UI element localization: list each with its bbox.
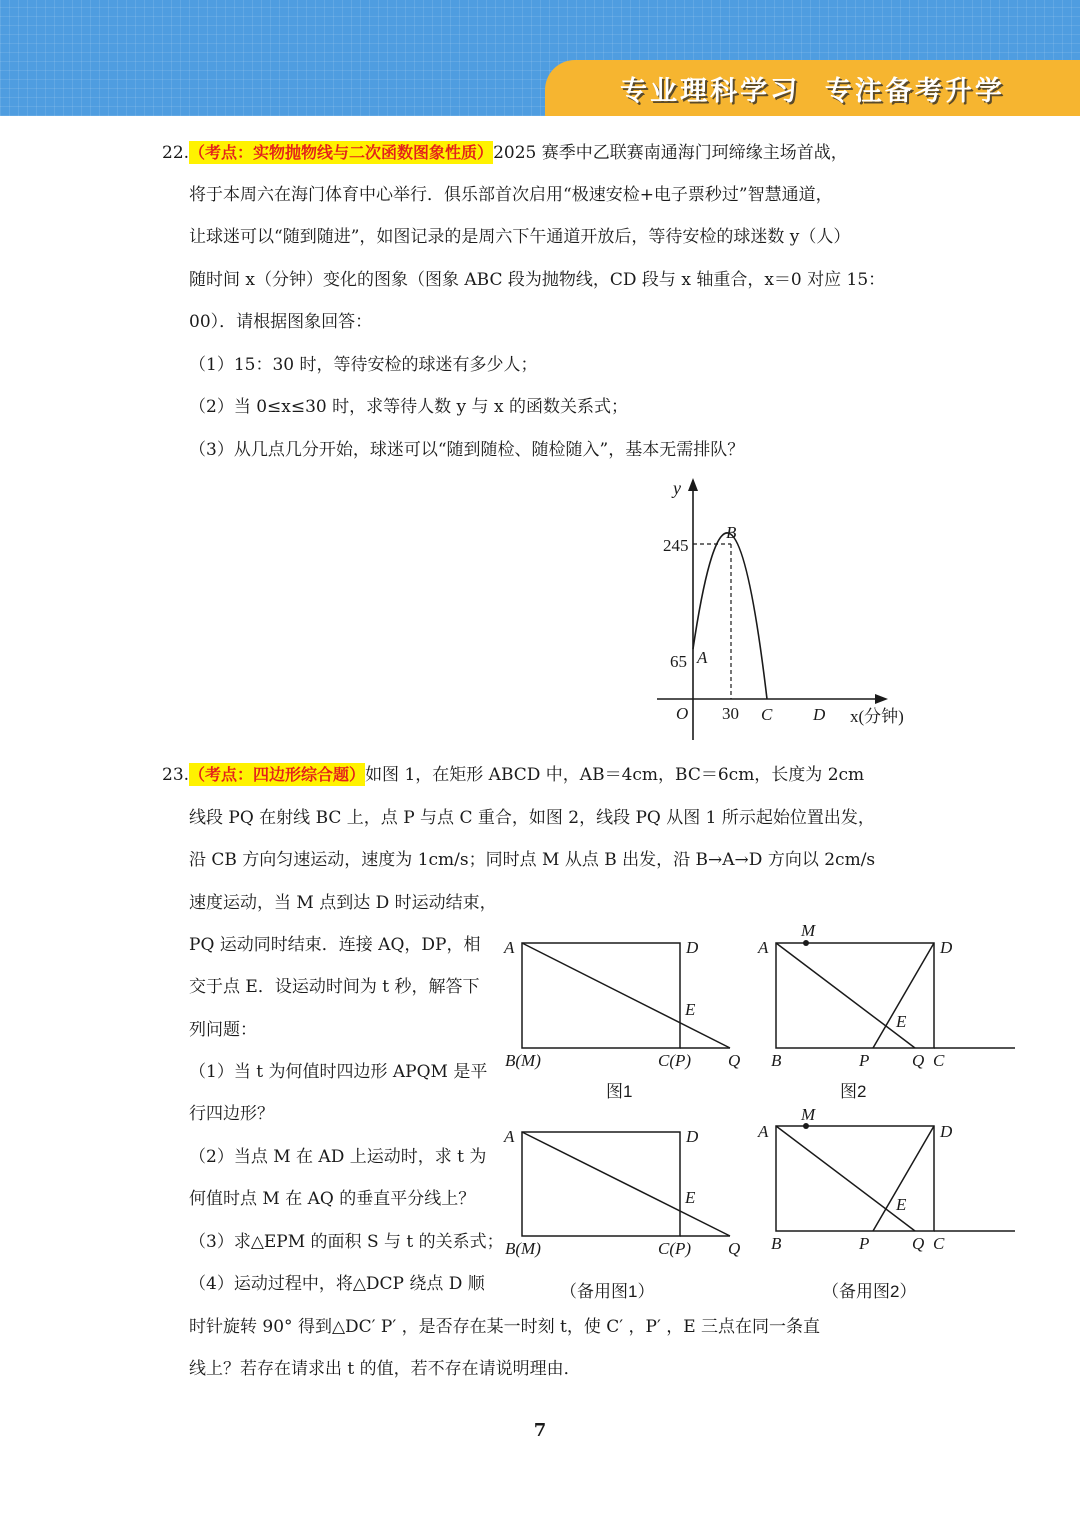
- x-axis-arrow: [875, 694, 888, 704]
- x-axis-label: x(分钟): [850, 707, 904, 726]
- fig2-label-p: P: [859, 1051, 870, 1070]
- fig2-rectangle: [776, 943, 934, 1048]
- q22-text-line: 00）．请根据图象回答：: [189, 312, 373, 332]
- fig2-label-m: M: [801, 921, 816, 940]
- origin-label: O: [676, 704, 689, 723]
- y-axis-arrow: [688, 478, 698, 491]
- fig4-label-e: E: [896, 1195, 907, 1214]
- fig1-caption: 图1: [606, 1082, 633, 1101]
- fig4-label-d: D: [940, 1122, 953, 1141]
- fig3-label-cp: C(P): [658, 1239, 692, 1258]
- fig4-line-dp: [873, 1126, 934, 1231]
- point-label-a: A: [697, 648, 708, 667]
- y-axis-label: y: [673, 478, 681, 498]
- q22-subquestion-3: （3）从几点几分开始，球迷可以“随到随检、随检随入”，基本无需排队？: [189, 440, 745, 460]
- q23-subquestion-4: （4）运动过程中，将△DCP 绕点 D 顺: [189, 1274, 485, 1294]
- fig3-label-a: A: [504, 1127, 515, 1146]
- fig1-label-a: A: [504, 938, 515, 957]
- fig1-label-e: E: [685, 1000, 696, 1019]
- parabola-abc: [693, 533, 767, 699]
- q23-subquestion-1-cont: 行四边形？: [189, 1104, 274, 1124]
- q23-subquestion-3: （3）求△EPM 的面积 S 与 t 的关系式；: [189, 1232, 504, 1252]
- q22-subquestion-1: （1）15：30 时，等待安检的球迷有多少人；: [189, 355, 538, 375]
- q22-number: 22.: [162, 143, 190, 163]
- figure-backup-2: [757, 1105, 1015, 1301]
- q23-text-line: 交于点 E．设运动时间为 t 秒，解答下: [189, 977, 480, 997]
- fig4-caption: （备用图2）: [822, 1282, 917, 1301]
- q22-topic-tag: （考点：实物抛物线与二次函数图象性质）: [189, 143, 494, 162]
- fig3-label-e: E: [685, 1188, 696, 1207]
- fig1-label-bm: B(M): [505, 1051, 541, 1070]
- q23-subquestion-4-cont: 时针旋转 90° 得到△DC′ P′ ，是否存在某一时刻 t，使 C′ ，P′ ，E 三点在同一条直: [189, 1317, 821, 1337]
- fig3-caption: （备用图1）: [560, 1282, 655, 1301]
- fig3-label-bm: B(M): [505, 1239, 541, 1258]
- fig1-label-d: D: [686, 938, 699, 957]
- q23-text-line: 列问题：: [189, 1020, 257, 1040]
- figure-2: [757, 921, 1015, 1101]
- tick-label-65: 65: [670, 652, 687, 671]
- point-label-d: D: [813, 705, 826, 724]
- q23-text-line: 沿 CB 方向匀速运动，速度为 1cm/s；同时点 M 从点 B 出发，沿 B→A→D 方向以 2cm/s: [189, 850, 876, 870]
- fig4-label-c: C: [933, 1234, 945, 1253]
- fig4-label-m: M: [801, 1105, 816, 1124]
- q23-topic-tag: （考点：四边形综合题）: [189, 765, 366, 784]
- fig2-line-dp: [873, 943, 934, 1048]
- fig4-label-q: Q: [912, 1234, 925, 1253]
- fig4-rectangle: [776, 1126, 934, 1231]
- q23-text-line: 线段 PQ 在射线 BC 上，点 P 与点 C 重合，如图 2，线段 PQ 从图 1 所示起始位置出发，: [189, 808, 875, 828]
- fig2-label-a: A: [758, 938, 769, 957]
- fig1-label-q: Q: [728, 1051, 741, 1070]
- fig3-label-d: D: [686, 1127, 699, 1146]
- fig2-label-e: E: [896, 1012, 907, 1031]
- fig3-rectangle: [522, 1132, 680, 1236]
- q23-line-1: [162, 763, 864, 787]
- point-label-b: B: [726, 523, 737, 542]
- fig1-label-cp: C(P): [658, 1051, 692, 1070]
- q22-text-line: 随时间 x（分钟）变化的图象（图象 ABC 段为抛物线，CD 段与 x 轴重合，x＝0 对应 15：: [189, 270, 886, 290]
- tick-label-245: 245: [663, 536, 689, 555]
- q23-text-line: PQ 运动同时结束．连接 AQ，DP，相: [189, 935, 481, 955]
- q23-subquestion-2-cont: 何值时点 M 在 AQ 的垂直平分线上？: [189, 1189, 476, 1209]
- q23-subquestion-2: （2）当点 M 在 AD 上运动时，求 t 为: [189, 1147, 487, 1167]
- figure-1: [503, 938, 740, 1101]
- q23-text-line: 如图 1，在矩形 ABCD 中，AB＝4cm，BC＝6cm，长度为 2cm: [365, 765, 865, 785]
- fig2-label-b: B: [771, 1051, 782, 1070]
- figure-backup-1: [503, 1127, 740, 1301]
- fig2-line-aq: [776, 943, 915, 1048]
- fig2-label-q: Q: [912, 1051, 925, 1070]
- fig1-rectangle: [522, 943, 680, 1048]
- page-number: 7: [533, 1420, 547, 1441]
- fig2-label-c: C: [933, 1051, 945, 1070]
- tick-label-30: 30: [722, 704, 739, 723]
- q23-subquestion-4-end: 线上？若存在请求出 t 的值，若不存在请说明理由．: [189, 1359, 581, 1379]
- fig4-label-b: B: [771, 1234, 782, 1253]
- q23-text-line: 速度运动，当 M 点到达 D 时运动结束，: [189, 893, 497, 913]
- fig4-label-a: A: [758, 1122, 769, 1141]
- fig1-line-aq: [522, 943, 730, 1048]
- slogan-text: 专业理科学习 专注备考升学: [620, 75, 1005, 107]
- q22-text-line: 让球迷可以“随到随进”，如图记录的是周六下午通道开放后，等待安检的球迷数 y（人）: [189, 227, 851, 247]
- fig4-label-p: P: [859, 1234, 870, 1253]
- fig4-line-aq: [776, 1126, 915, 1231]
- fig2-point-m: [803, 940, 809, 946]
- fig2-caption: 图2: [840, 1082, 867, 1101]
- q23-subquestion-1: （1）当 t 为何值时四边形 APQM 是平: [189, 1062, 488, 1082]
- fig2-label-d: D: [940, 938, 953, 957]
- fig3-label-q: Q: [728, 1239, 741, 1258]
- q22-text-line: 将于本周六在海门体育中心举行．俱乐部首次启用“极速安检+电子票秒过”智慧通道，: [189, 185, 833, 205]
- q22-subquestion-2: （2）当 0≤x≤30 时，求等待人数 y 与 x 的函数关系式；: [189, 397, 628, 417]
- q23-number: 23.: [162, 765, 190, 785]
- fig3-line-aq: [522, 1132, 730, 1236]
- q22-text-line: 2025 赛季中乙联赛南通海门珂缔缘主场首战，: [493, 143, 848, 163]
- point-label-c: C: [761, 705, 773, 724]
